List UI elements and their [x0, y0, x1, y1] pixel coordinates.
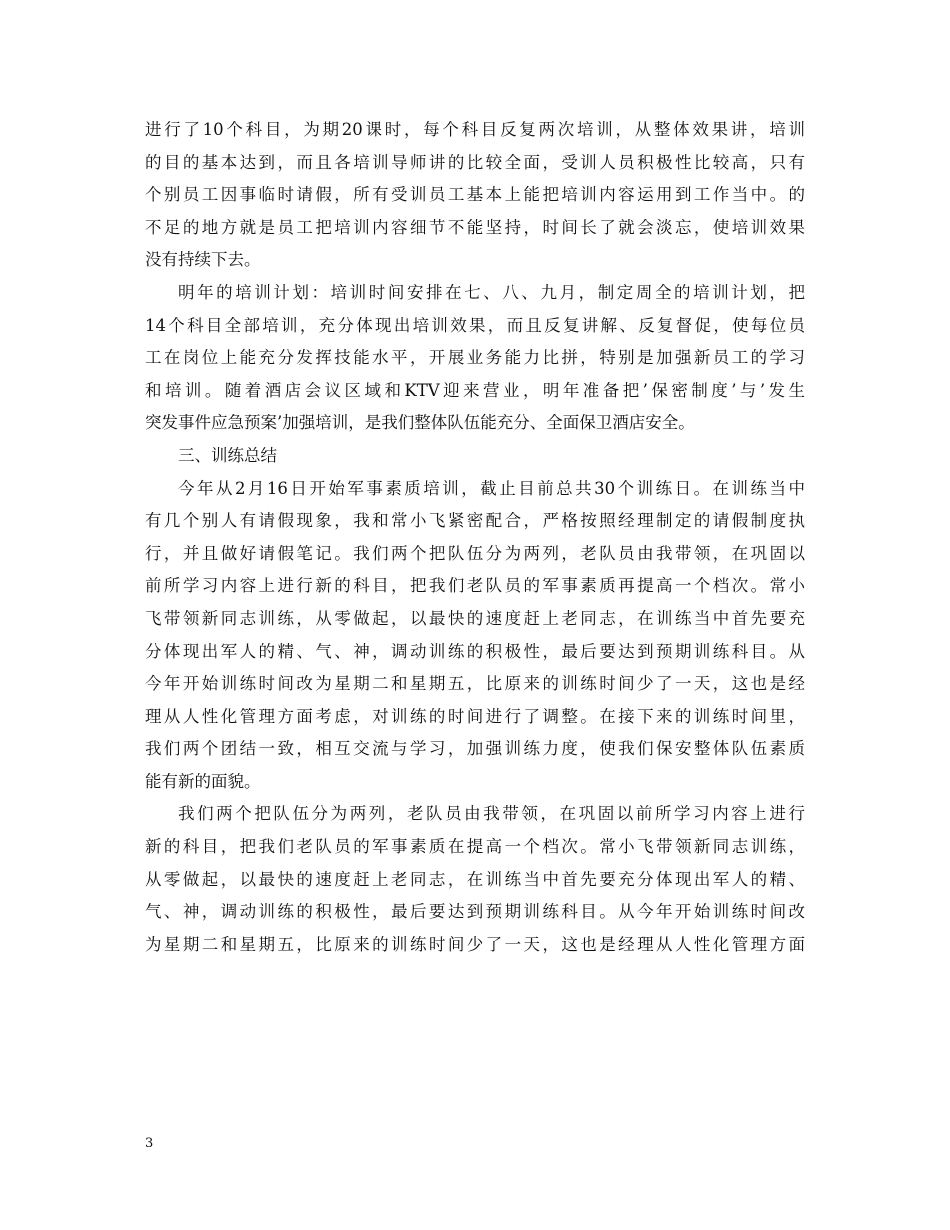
paragraph-2-line-1: 明年的培训计划：培训时间安排在七、八、九月，制定周全的培训计划，把 — [178, 282, 805, 302]
paragraph-4-line-4: 前所学习内容上进行新的科目，把我们老队员的军事素质再提高一个档次。常小 — [145, 576, 805, 596]
paragraph-4-line-6: 分体现出军人的精、气、神，调动训练的积极性，最后要达到预期训练科目。从 — [145, 641, 805, 661]
paragraph-1-line-4: 不足的地方就是员工把培训内容细节不能坚持，时间长了就会淡忘，使培训效果 — [145, 217, 805, 237]
document-body — [145, 114, 805, 961]
paragraph-4-line-1: 今年从2月16日开始军事素质培训，截止目前总共30个训练日。在训练当中 — [178, 478, 805, 498]
paragraph-4-line-3: 行，并且做好请假笔记。我们两个把队伍分为两列，老队员由我带领，在巩固以 — [145, 543, 805, 563]
paragraph-2-line-5: 突发事件应急预案’加强培训，是我们整体队伍能充分、全面保卫酒店安全。 — [145, 413, 695, 433]
paragraph-4-line-8: 理从人性化管理方面考虑，对训练的时间进行了调整。在接下来的训练时间里， — [145, 706, 805, 726]
paragraph-4-line-5: 飞带领新同志训练，从零做起，以最快的速度赶上老同志，在训练当中首先要充 — [145, 608, 805, 628]
paragraph-4-line-2: 有几个别人有请假现象，我和常小飞紧密配合，严格按照经理制定的请假制度执 — [145, 511, 805, 531]
paragraph-4-line-9: 我们两个团结一致，相互交流与学习，加强训练力度，使我们保安整体队伍素质 — [145, 739, 805, 759]
paragraph-1-line-2: 的目的基本达到，而且各培训导师讲的比较全面，受训人员积极性比较高，只有 — [145, 152, 805, 172]
paragraph-5-line-2: 新的科目，把我们老队员的军事素质在提高一个档次。常小飞带领新同志训练， — [145, 837, 805, 857]
paragraph-5-line-1: 我们两个把队伍分为两列，老队员由我带领，在巩固以前所学习内容上进行 — [178, 804, 805, 824]
paragraph-1-line-1: 进行了10个科目，为期20课时，每个科目反复两次培训，从整体效果讲，培训 — [145, 120, 805, 139]
paragraph-2-line-2: 14个科目全部培训，充分体现出培训效果，而且反复讲解、反复督促，使每位员 — [145, 315, 805, 335]
paragraph-5-line-5: 为星期二和星期五，比原来的训练时间少了一天，这也是经理从人性化管理方面 — [145, 934, 805, 954]
section-heading: 三、训练总结 — [178, 445, 277, 465]
paragraph-5-line-4: 气、神，调动训练的积极性，最后要达到预期训练科目。从今年开始训练时间改 — [145, 902, 805, 922]
paragraph-4-line-10: 能有新的面貌。 — [145, 771, 261, 791]
paragraph-1-line-5: 没有持续下去。 — [145, 250, 261, 270]
paragraph-2-line-4: 和培训。随着酒店会议区域和KTV迎来营业，明年准备把’保密制度’与’发生 — [145, 380, 805, 400]
paragraph-5-line-3: 从零做起，以最快的速度赶上老同志，在训练当中首先要充分体现出军人的精、 — [145, 869, 805, 889]
paragraph-4-line-7: 今年开始训练时间改为星期二和星期五，比原来的训练时间少了一天，这也是经 — [145, 674, 805, 694]
paragraph-2-line-3: 工在岗位上能充分发挥技能水平，开展业务能力比拼，特别是加强新员工的学习 — [145, 348, 805, 368]
page-number: 3 — [145, 1136, 154, 1151]
paragraph-1-line-3: 个别员工因事临时请假，所有受训员工基本上能把培训内容运用到工作当中。的 — [145, 185, 805, 205]
